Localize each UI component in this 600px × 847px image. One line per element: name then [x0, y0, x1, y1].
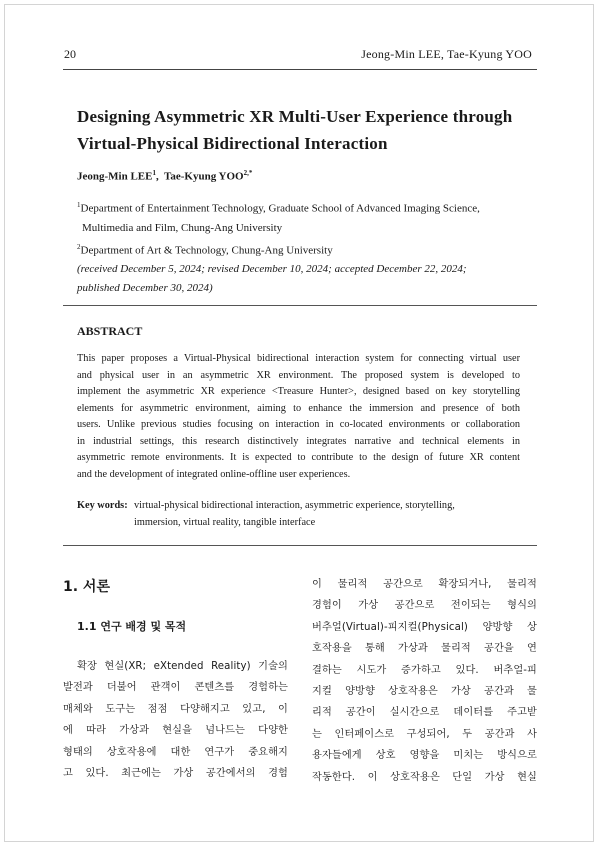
body-column-right: [312, 574, 537, 788]
affil-mark: 2: [77, 242, 81, 251]
author-list: [77, 169, 252, 183]
affiliation-1: [77, 196, 480, 219]
abstract-line: asymmetric remote environments. It is expected to contribute to the design of future XR content: [77, 452, 520, 463]
abstract-line: in industrial settings, this research distinctively integrates narrative and technical elements in: [77, 435, 520, 447]
abstract-line: elements for asymmetric environment, aiming to enhance the immersion and presence of both: [77, 402, 520, 414]
abstract-line: This paper proposes a Virtual-Physical bidirectional interaction system for connecting virtual user: [77, 353, 520, 364]
author-affil-mark: 2,*: [243, 169, 253, 177]
body-line: 확장 현실(XR; eXtended Reality) 기술의: [77, 661, 288, 672]
affiliations: [77, 196, 480, 260]
abstract-heading: ABSTRACT: [77, 324, 143, 338]
abstract-line: users. Unlike previous studies focusing on interaction in co-located environments or collaboration: [77, 419, 520, 430]
body-line: 이 물리적 공간으로 확장되거나, 물리적: [312, 579, 537, 590]
body-line: 경험이 가상 공간으로 전이되는 형식의: [312, 600, 537, 612]
body-text: [63, 656, 288, 784]
keywords-label: Key words:: [77, 500, 128, 511]
body-line: 발전과 더불어 관객이 콘텐츠를 경험하는: [63, 682, 288, 694]
abstract-top-rule: [63, 305, 537, 306]
keywords-line: immersion, virtual reality, tangible interface: [134, 516, 316, 528]
abstract-line: and the development of integrated online-offline user experiences.: [77, 468, 351, 480]
section-heading: 1. 서론: [63, 579, 110, 595]
body-line: 용자들에게 상호 영향을 미치는 방식으로: [312, 750, 537, 762]
affil-text: Department of Art & Technology, Chung-Ang University: [80, 244, 333, 257]
body-text: [312, 574, 537, 788]
body-line: 는 인터페이스로 구성되어, 두 공간과 사: [312, 728, 537, 740]
body-line: 고 있다. 최근에는 가상 공간에서의 경험: [63, 768, 288, 780]
affil-mark: 1: [77, 201, 81, 209]
paper-title: [77, 103, 537, 157]
header-rule: [63, 69, 537, 70]
author-name: Jeong-Min LEE: [77, 170, 153, 183]
body-column-left: [63, 570, 288, 784]
body-line: 매체와 도구는 점점 다양해지고 있고, 이: [63, 703, 288, 715]
body-line: 호작용을 통해 가상과 물리적 공간을 연: [312, 643, 537, 655]
abstract-bottom-rule: [63, 545, 537, 546]
body-line: 리적 공간이 실시간으로 데이터를 주고받: [312, 707, 537, 719]
dates-line: published December 30, 2024): [77, 282, 213, 294]
abstract-line: implement the asymmetric XR experience <Treasure Hunter>, designed based on key storytelling: [77, 386, 520, 397]
page-number: 20: [64, 47, 76, 61]
publication-dates: [77, 260, 547, 298]
author-name: Tae-Kyung YOO: [164, 170, 244, 183]
body-line: 지컬 양방향 상호작용은 가상 공간과 물: [312, 686, 537, 698]
affil-text: Department of Entertainment Technology, Graduate School of Advanced Imaging Science,: [80, 202, 480, 215]
keywords-line: virtual-physical bidirectional interaction, asymmetric experience, storytelling,: [134, 500, 455, 511]
abstract-line: and physical user in an asymmetric XR environment. The proposed system is developed to: [77, 369, 520, 381]
subsection-heading: 1.1 연구 배경 및 목적: [77, 620, 187, 633]
body-line: 작동한다. 이 상호작용은 단일 가상 현실: [312, 771, 537, 783]
body-line: 형태의 상호작용에 대한 연구가 중요해지: [63, 746, 288, 758]
author-separator: ,: [155, 170, 165, 183]
body-line: 에 따라 가상과 현실을 넘나드는 다양한: [63, 725, 288, 737]
body-line: 결하는 시도가 증가하고 있다. 버추얼-피: [312, 664, 537, 676]
author-affil-mark: 1: [152, 169, 156, 177]
body-line: 버추얼(Virtual)-피지컬(Physical) 양방향 상: [312, 621, 537, 633]
title-line: Virtual-Physical Bidirectional Interaction: [77, 134, 388, 153]
running-header-authors: Jeong-Min LEE, Tae-Kyung YOO: [361, 47, 532, 61]
affiliation-2: [77, 238, 480, 261]
abstract-body: [77, 351, 520, 483]
title-line: Designing Asymmetric XR Multi-User Experience through: [77, 107, 513, 126]
dates-line: (received December 5, 2024; revised December 10, 2024; accepted December 22, 2024;: [77, 263, 467, 275]
affiliation-1-cont: Multimedia and Film, Chung-Ang University: [82, 221, 283, 234]
